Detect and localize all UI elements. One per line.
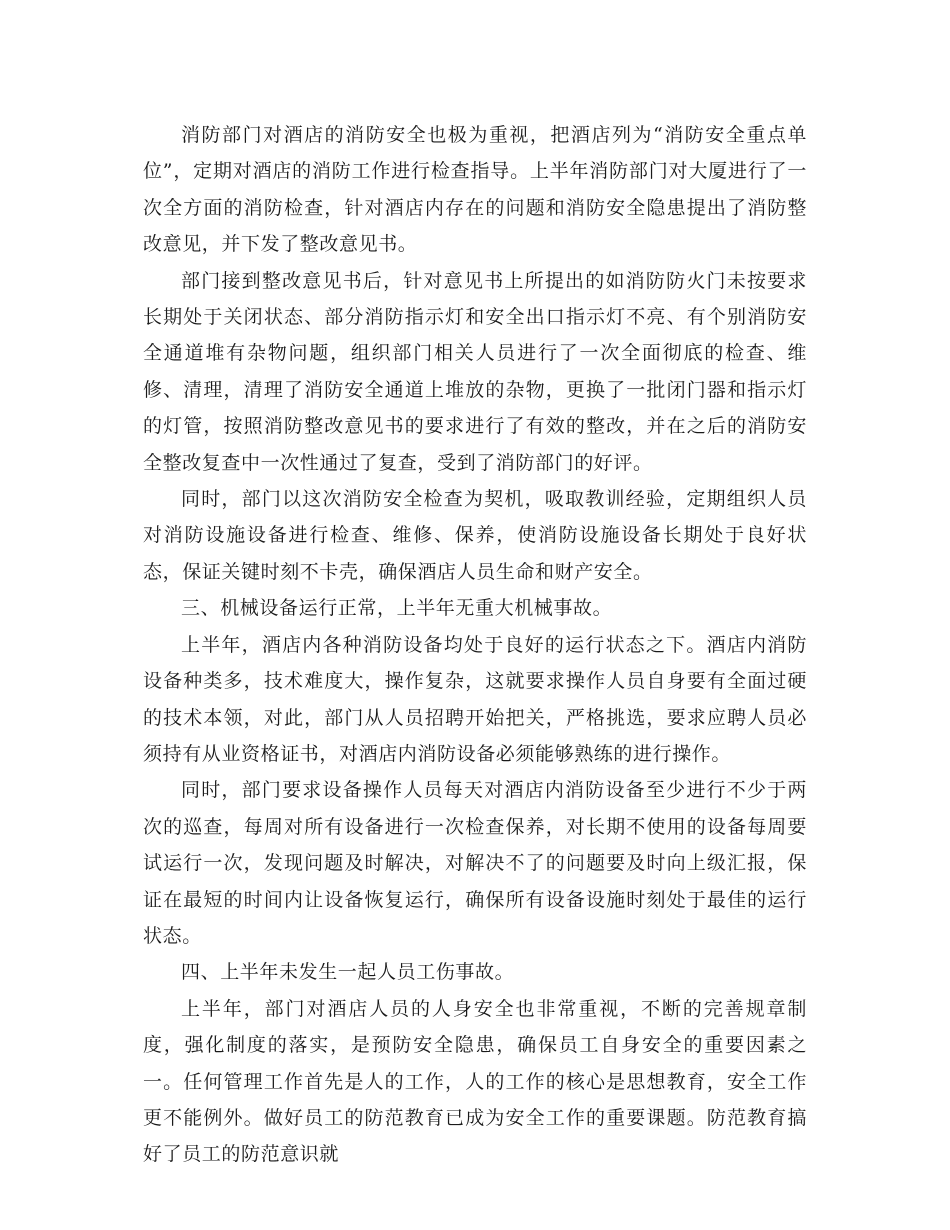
paragraph-equipment-status: 上半年，酒店内各种消防设备均处于良好的运行状态之下。酒店内消防设备种类多，技术难度大，操作复杂，这就要求操作人员自身要有全面过硬的技术本领，对此，部门从人员招聘开始把关，严格挑选，要求应聘人员必须持有从业资格证书，对酒店内消防设备必须能够熟练的进行操作。 — [143, 633, 807, 765]
paragraph-maintenance: 同时，部门以这次消防安全检查为契机，吸取教训经验，定期组织人员对消防设施设备进行检查、维修、保养，使消防设施设备长期处于良好状态，保证关键时刻不卡壳，确保酒店人员生命和财产安全。 — [143, 488, 807, 583]
document-body — [143, 117, 807, 1173]
section-heading-work-injury: 四、上半年未发生一起人员工伤事故。 — [181, 961, 515, 984]
paragraph-fire-department-inspection: 消防部门对酒店的消防安全也极为重视，把酒店列为“消防安全重点单位”，定期对酒店的消防工作进行检查指导。上半年消防部门对大厦进行了一次全方面的消防检查，针对酒店内存在的问题和消防安全隐患提出了消防整改意见，并下发了整改意见书。 — [143, 124, 807, 256]
paragraph-personnel-safety: 上半年，部门对酒店人员的人身安全也非常重视，不断的完善规章制度，强化制度的落实，是预防安全隐患，确保员工自身安全的重要因素之一。任何管理工作首先是人的工作，人的工作的核心是思想教育，安全工作更不能例外。做好员工的防范教育已成为安全工作的重要课题。防范教育搞好了员工的防范意识就 — [143, 997, 807, 1166]
section-heading-mechanical-equipment: 三、机械设备运行正常，上半年无重大机械事故。 — [181, 597, 613, 620]
paragraph-equipment-inspection: 同时，部门要求设备操作人员每天对酒店内消防设备至少进行不少于两次的巡查，每周对所有设备进行一次检查保养，对长期不使用的设备每周要试运行一次，发现问题及时解决，对解决不了的问题要及时向上级汇报，保证在最短的时间内让设备恢复运行，确保所有设备设施时刻处于最佳的运行状态。 — [143, 779, 807, 947]
paragraph-rectification: 部门接到整改意见书后，针对意见书上所提出的如消防防火门未按要求长期处于关闭状态、部分消防指示灯和安全出口指示灯不亮、有个别消防安全通道堆有杂物问题，组织部门相关人员进行了一次全面彻底的检查、维修、清理，清理了消防安全通道上堆放的杂物，更换了一批闭门器和指示灯的灯管，按照消防整改意见书的要求进行了有效的整改，并在之后的消防安全整改复查中一次性通过了复查，受到了消防部门的好评。 — [143, 269, 807, 474]
